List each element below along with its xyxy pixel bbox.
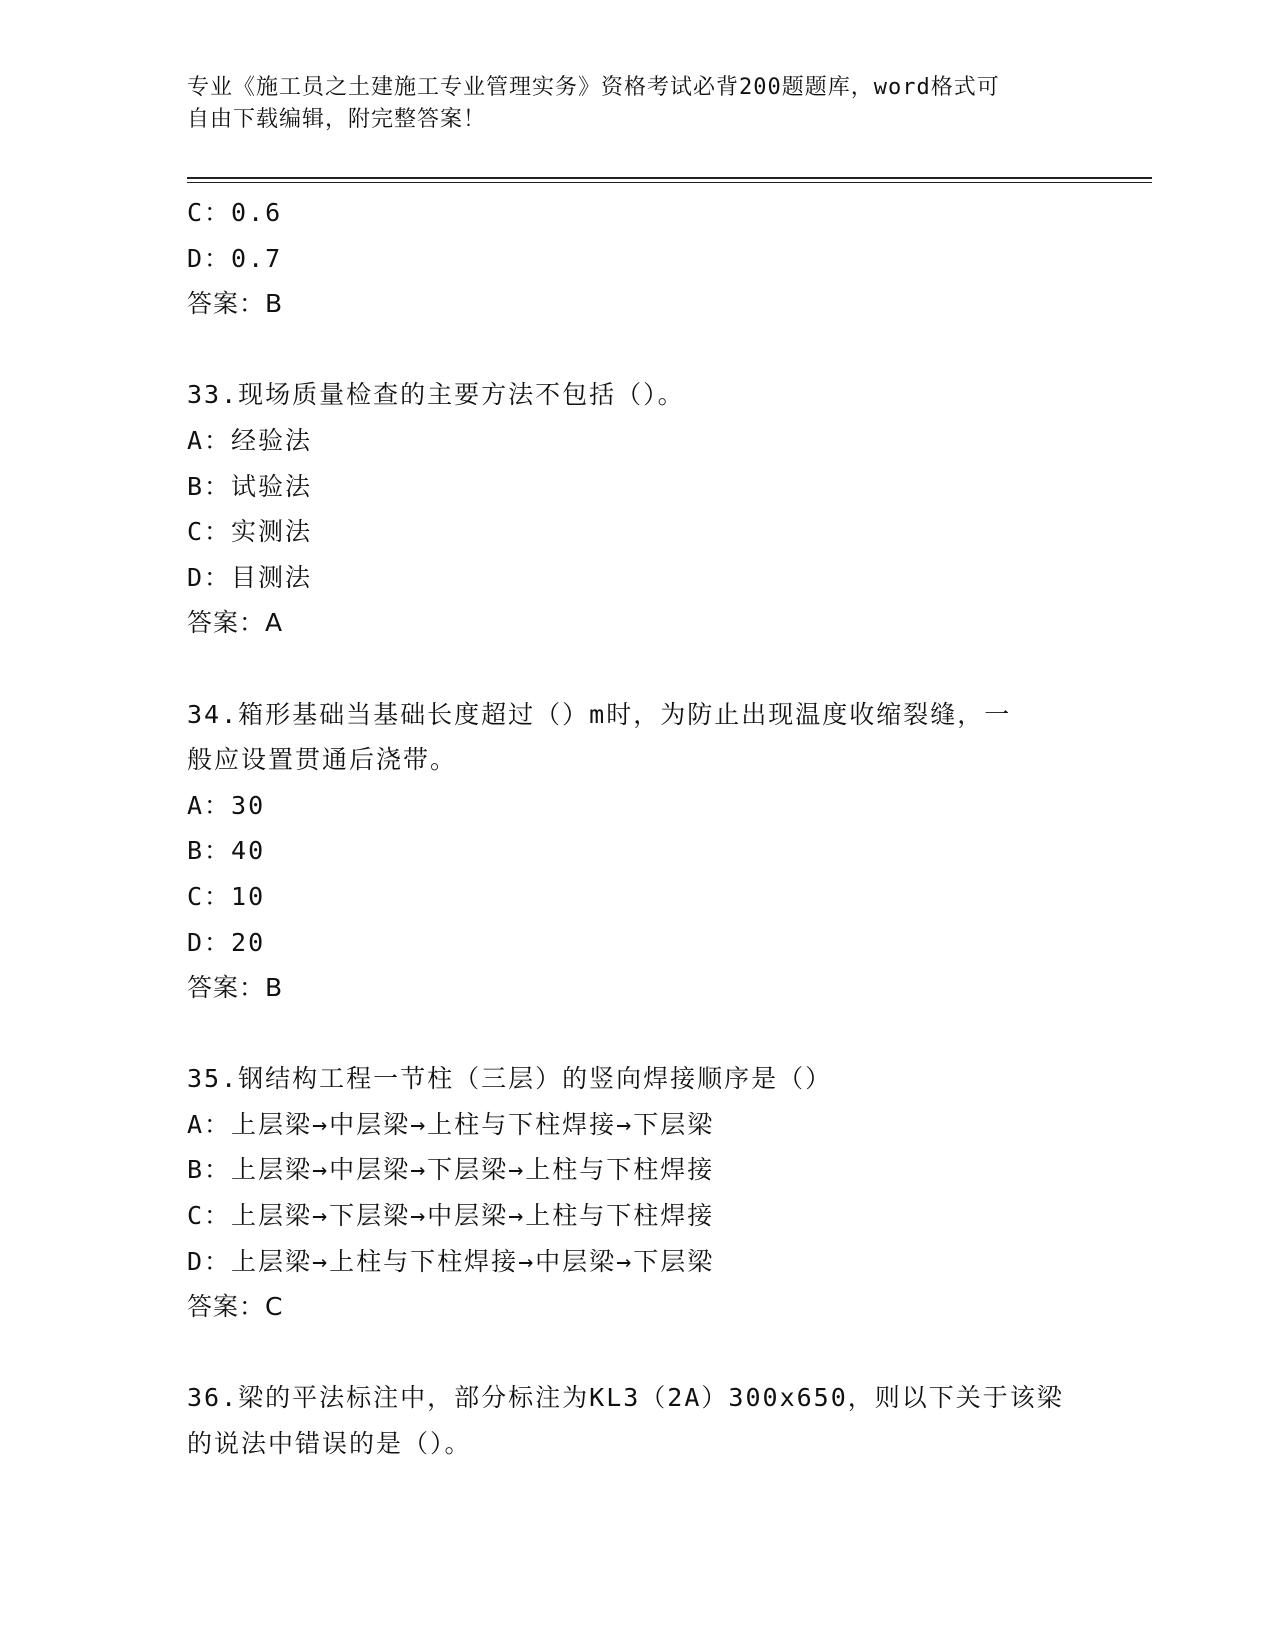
question-text-line-2: 的说法中错误的是（）。 — [187, 1429, 472, 1459]
question-text: 33.现场质量检查的主要方法不包括（）。 — [187, 380, 685, 410]
question-text: 35.钢结构工程一节柱（三层）的竖向焊接顺序是（） — [187, 1064, 833, 1094]
answer-line: 答案：A — [187, 608, 284, 638]
header-line-2: 自由下载编辑，附完整答案！ — [187, 107, 487, 132]
spacer — [187, 327, 1087, 373]
option-a: A：上层梁→中层梁→上柱与下柱焊接→下层梁 — [187, 1109, 715, 1139]
question-text-line-2: 般应设置贯通后浇带。 — [187, 745, 458, 775]
answer-line: 答案：B — [187, 289, 284, 319]
question-block-prev — [187, 190, 1087, 327]
option-a: A：30 — [187, 790, 266, 820]
option-c: C：0.6 — [187, 198, 283, 227]
option-d: D：目测法 — [187, 562, 313, 592]
option-d: D：20 — [187, 927, 266, 957]
option-d: D：0.7 — [187, 243, 283, 273]
option-c: C：实测法 — [187, 517, 313, 547]
option-c: C：上层梁→下层梁→中层梁→上柱与下柱焊接 — [187, 1201, 715, 1231]
option-d: D：上层梁→上柱与下柱焊接→中层梁→下层梁 — [187, 1246, 715, 1276]
header-divider-thin — [187, 182, 1152, 183]
header-line-1: 专业《施工员之土建施工专业管理实务》资格考试必背200题题库，word格式可 — [187, 75, 1000, 100]
question-text-line-1: 34.箱形基础当基础长度超过（）m时，为防止出现温度收缩裂缝，一 — [187, 699, 1012, 729]
question-block-35 — [187, 1056, 1087, 1330]
option-b: B：试验法 — [187, 471, 313, 501]
spacer — [187, 646, 1087, 692]
option-c: C：10 — [187, 881, 266, 911]
option-a: A：经验法 — [187, 425, 313, 455]
question-block-34 — [187, 692, 1087, 1011]
option-b: B：上层梁→中层梁→下层梁→上柱与下柱焊接 — [187, 1155, 715, 1185]
document-body — [187, 190, 1087, 1467]
question-text-line-1: 36.梁的平法标注中，部分标注为KL3（2A）300x650，则以下关于该梁 — [187, 1383, 1064, 1413]
question-block-36 — [187, 1375, 1087, 1466]
answer-line: 答案：C — [187, 1292, 284, 1322]
document-header — [187, 72, 1067, 136]
answer-line: 答案：B — [187, 973, 284, 1003]
question-block-33 — [187, 372, 1087, 646]
spacer — [187, 1330, 1087, 1376]
option-b: B：40 — [187, 836, 266, 866]
header-divider-thick — [187, 177, 1152, 179]
spacer — [187, 1011, 1087, 1057]
